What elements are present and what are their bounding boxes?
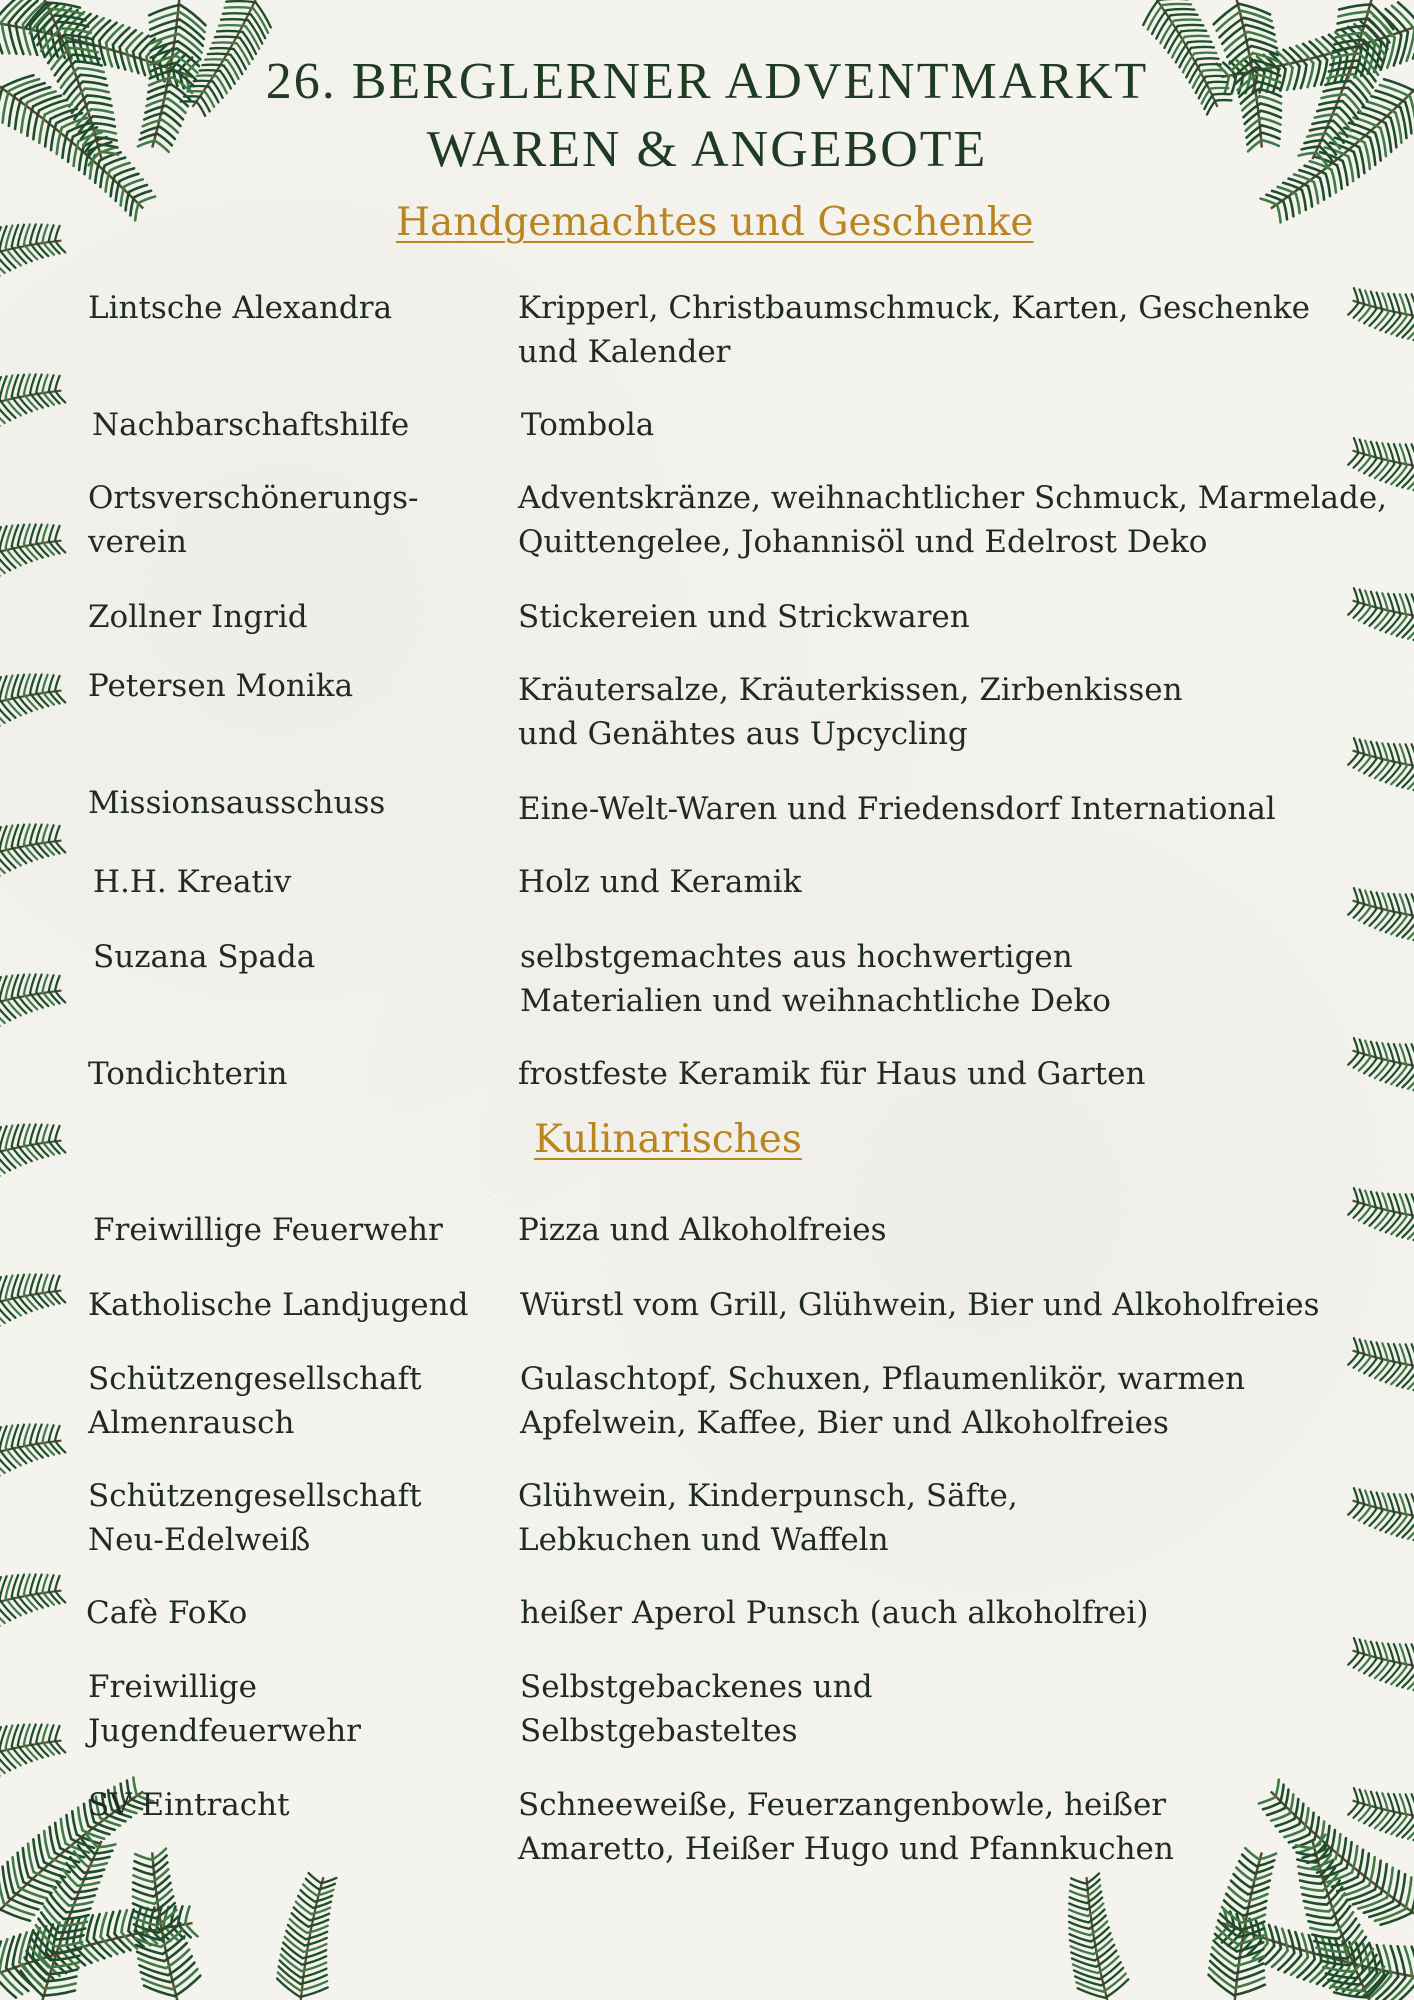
pine-branch [1202, 1845, 1287, 2000]
pine-branch [0, 215, 67, 281]
page-title-line-1: 26. BERGLERNER ADVENTMARKT [265, 53, 1149, 110]
vendor-name: Schützengesellschaft Neu-Edelweiß [88, 1478, 422, 1558]
pine-branch [1346, 279, 1414, 345]
vendor-name: Ortsverschönerungs- verein [88, 480, 419, 560]
vendor-name: Nachbarschaftshilfe [92, 407, 410, 443]
vendor-goods: Adventskränze, weihnachtlicher Schmuck, Marmelade, Quittengelee, Johannisöl und Edelrost Deko [518, 480, 1388, 560]
pine-branch [0, 1565, 67, 1631]
pine-branch [1346, 1029, 1414, 1095]
vendor-goods: Würstl vom Grill, Glühwein, Bier und Alkoholfreies [520, 1287, 1320, 1323]
pine-branch [0, 1715, 67, 1781]
page-title-line-2: WAREN & ANGEBOTE [426, 121, 988, 178]
pine-branch [0, 815, 67, 881]
pine-branch [1346, 1779, 1414, 1845]
pine-branch [1211, 1897, 1414, 2000]
vendor-name: Petersen Monika [88, 668, 354, 704]
section-title-kulinarisches: Kulinarisches [534, 1117, 802, 1162]
pine-branch [0, 365, 67, 431]
vendor-goods: Pizza und Alkoholfreies [518, 1212, 887, 1248]
pine-branch [0, 965, 67, 1031]
pine-branch [0, 1265, 67, 1331]
pine-branch [0, 1889, 201, 2000]
vendor-name: Schützengesellschaft Almenrausch [88, 1361, 422, 1441]
vendor-goods: Kripperl, Christbaumschmuck, Karten, Geschenke und Kalender [518, 290, 1311, 370]
vendor-goods: Gulaschtopf, Schuxen, Pflaumenlikör, warmen Apfelwein, Kaffee, Bier und Alkoholfreies [520, 1361, 1246, 1441]
vendor-goods: Tombola [521, 407, 655, 443]
vendor-goods: Kräutersalze, Kräuterkissen, Zirbenkissen und Genähtes aus Upcycling [518, 672, 1183, 752]
pine-branch [1281, 1831, 1399, 2000]
pine-branch [1346, 729, 1414, 795]
vendor-name: Katholische Landjugend [88, 1287, 469, 1323]
pine-branch [120, 1847, 205, 2000]
vendor-goods: Stickereien und Strickwaren [518, 599, 970, 635]
vendor-name: Cafè FoKo [86, 1595, 248, 1631]
pine-branch [0, 1415, 67, 1481]
vendor-name: Lintsche Alexandra [88, 290, 393, 326]
vendor-name: Missionsausschuss [88, 785, 386, 821]
vendor-goods: selbstgemachtes aus hochwertigen Materialien und weihnachtliche Deko [520, 939, 1111, 1019]
section-title-handgemachtes: Handgemachtes und Geschenke [396, 200, 1034, 245]
vendor-goods: Selbstgebackenes und Selbstgebasteltes [520, 1669, 873, 1749]
vendor-name: Tondichterin [88, 1056, 288, 1092]
vendor-name: Freiwillige Jugendfeuerwehr [88, 1669, 362, 1749]
vendor-goods: Holz und Keramik [518, 864, 802, 900]
vendor-name: Suzana Spada [93, 939, 316, 975]
vendor-goods: Glühwein, Kinderpunsch, Säfte, Lebkuchen und Waffeln [518, 1478, 1018, 1558]
pine-branch [1346, 1179, 1414, 1245]
vendor-name: Zollner Ingrid [88, 599, 308, 635]
vendor-name: SV Eintracht [88, 1787, 290, 1823]
pine-branch [1346, 1329, 1414, 1395]
pine-branch [1346, 579, 1414, 645]
vendor-goods: frostfeste Keramik für Haus und Garten [518, 1056, 1146, 1092]
pine-branch [0, 1115, 67, 1181]
pine-branch [1058, 1872, 1133, 2000]
vendor-name: H.H. Kreativ [93, 864, 292, 900]
pine-branch [1346, 1629, 1414, 1695]
pine-branch [0, 665, 67, 731]
pine-branch [0, 515, 67, 581]
pine-branch [1346, 879, 1414, 945]
vendor-goods: Schneeweiße, Feuerzangenbowle, heißer Amaretto, Heißer Hugo und Pfannkuchen [518, 1787, 1174, 1867]
pine-branch [1346, 1479, 1414, 1545]
pine-branch [9, 1828, 127, 2000]
vendor-goods: Eine-Welt-Waren und Friedensdorf International [518, 791, 1276, 827]
vendor-goods: heißer Aperol Punsch (auch alkoholfrei) [520, 1595, 1149, 1631]
pine-branch [272, 1871, 347, 2000]
pine-branch [1248, 1770, 1414, 1946]
vendor-name: Freiwillige Feuerwehr [93, 1212, 443, 1248]
